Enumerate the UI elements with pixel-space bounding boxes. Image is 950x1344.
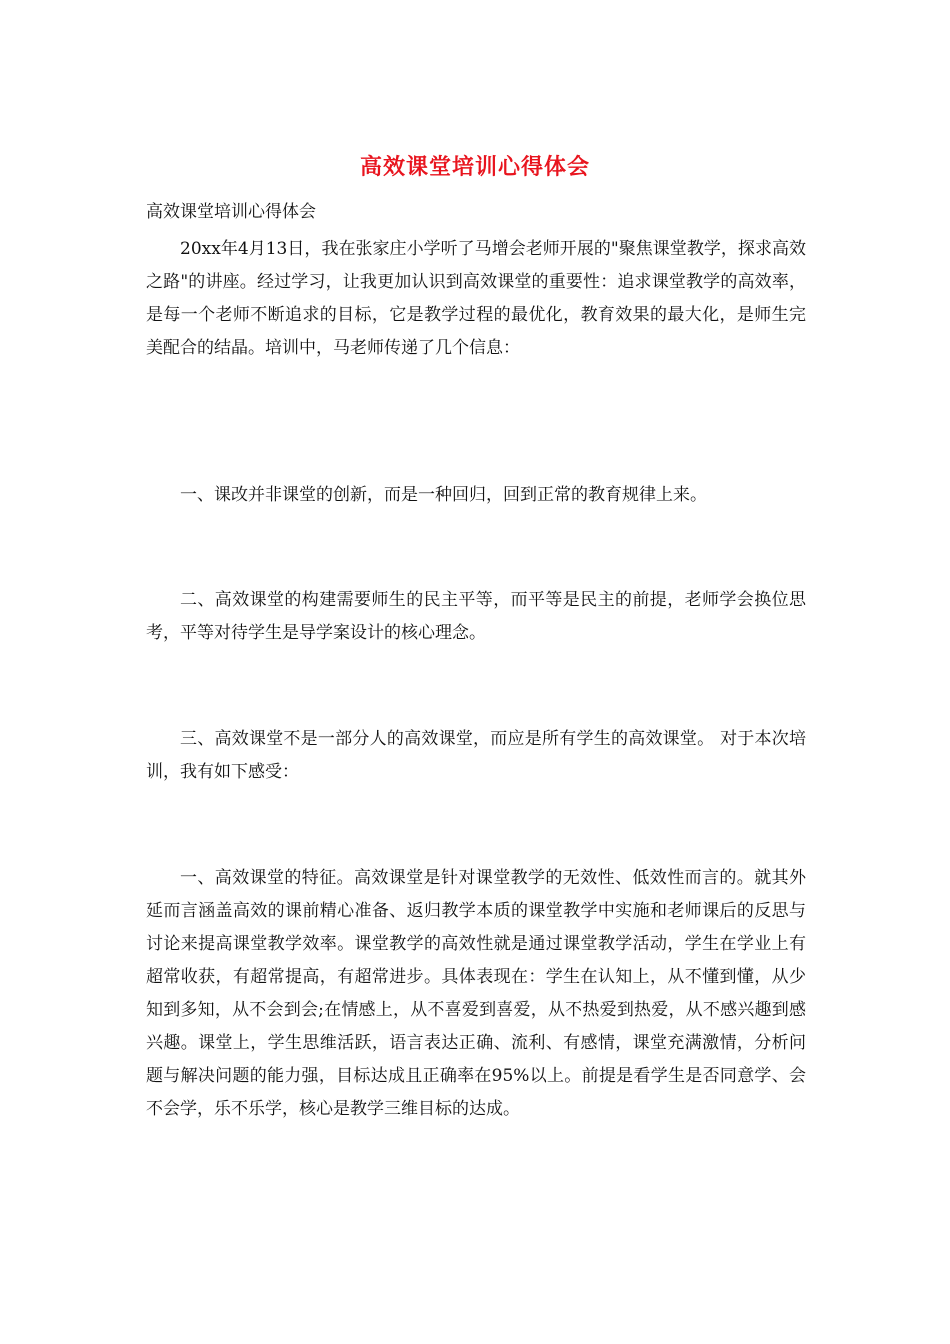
paragraph-intro: 20xx年4月13日，我在张家庄小学听了马增会老师开展的"聚焦课堂教学，探求高效之路"的讲座。经过学习，让我更加认识到高效课堂的重要性：追求课堂教学的高效率，是每一个老师不断追求的目标，它是教学过程的最优化，教育效果的最大化，是师生完美配合的结晶。培训中，马老师传递了几个信息： — [146, 239, 806, 358]
document-subtitle: 高效课堂培训心得体会 — [146, 202, 316, 222]
paragraph-point-2: 二、高效课堂的构建需要师生的民主平等，而平等是民主的前提，老师学会换位思考，平等对待学生是导学案设计的核心理念。 — [146, 590, 806, 643]
document-title: 高效课堂培训心得体会 — [359, 154, 590, 180]
paragraph-feeling-1: 一、高效课堂的特征。高效课堂是针对课堂教学的无效性、低效性而言的。就其外延而言涵盖高效的课前精心准备、返归教学本质的课堂教学中实施和老师课后的反思与讨论来提高课堂教学效率。课堂教学的高效性就是通过课堂教学活动，学生在学业上有超常收获，有超常提高，有超常进步。具体表现在：学生在认知上，从不懂到懂，从少知到多知，从不会到会;在情感上，从不喜爱到喜爱，从不热爱到热爱，从不感兴趣到感兴趣。课堂上，学生思维活跃，语言表达正确、流利、有感情，课堂充满激情，分析问题与解决问题的能力强，目标达成且正确率在95%以上。前提是看学生是否同意学、会不会学，乐不乐学，核心是教学三维目标的达成。 — [146, 868, 806, 1119]
paragraph-point-3: 三、高效课堂不是一部分人的高效课堂，而应是所有学生的高效课堂。 对于本次培训，我有如下感受： — [146, 729, 806, 782]
paragraph-point-1: 一、课改并非课堂的创新，而是一种回归，回到正常的教育规律上来。 — [180, 485, 707, 505]
